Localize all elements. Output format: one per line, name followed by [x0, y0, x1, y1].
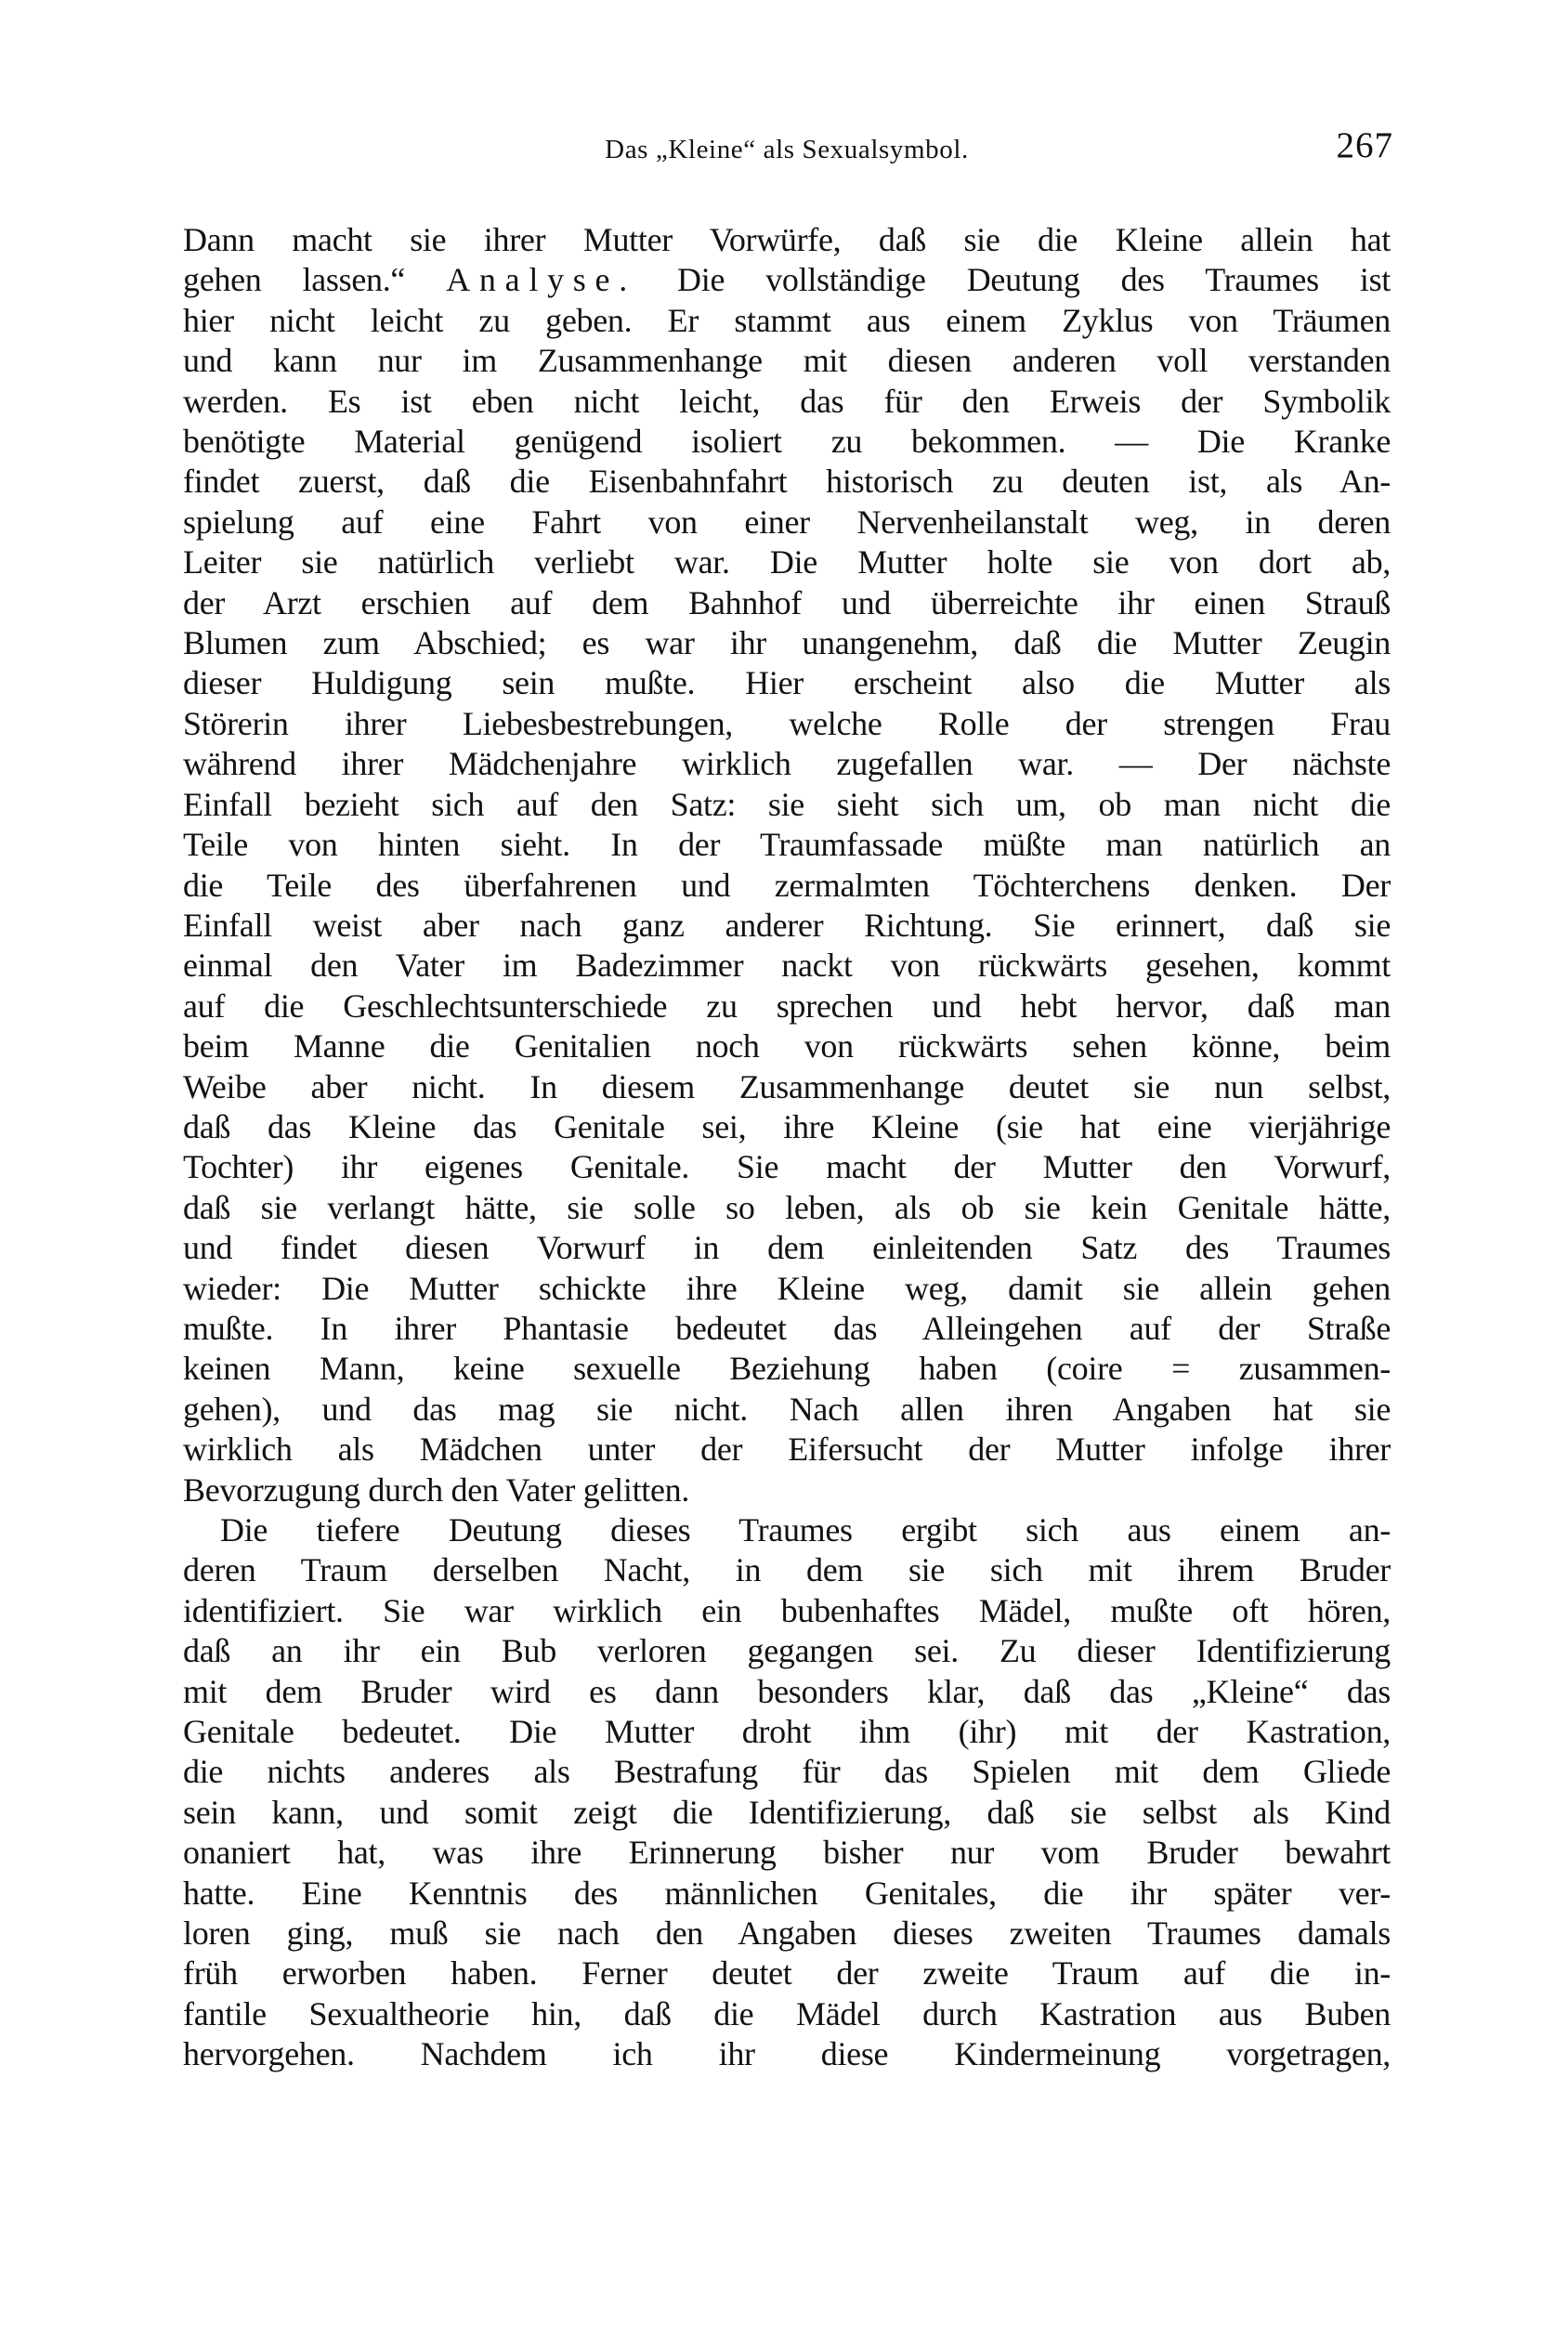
text-line: daß das Kleine das Genitale sei, ihre Kleine (sie hat eine vierjährige: [183, 1107, 1391, 1145]
text-line: einmal den Vater im Badezimmer nackt von rückwärts gesehen, kommt: [183, 947, 1391, 985]
text-line: hatte. Eine Kenntnis des männlichen Genitales, die ihr später ver-: [183, 1874, 1391, 1912]
text-line: hervorgehen. Nachdem ich ihr diese Kindermeinung vorgetragen,: [183, 2035, 1391, 2073]
line-segment: gehen lassen.“: [183, 261, 447, 299]
body-text: [183, 220, 1391, 2075]
text-line: Störerin ihrer Liebesbestrebungen, welche Rolle der strengen Frau: [183, 704, 1391, 742]
text-line: früh erworben haben. Ferner deutet der zweite Traum auf die in-: [183, 1954, 1391, 1993]
emphasized-word: Analyse.: [446, 261, 636, 299]
page-number: 267: [1336, 125, 1393, 165]
text-line: werden. Es ist eben nicht leicht, das für den Erweis der Symbolik: [183, 382, 1391, 420]
text-line: sein kann, und somit zeigt die Identifizierung, daß sie selbst als Kind: [183, 1793, 1391, 1831]
text-line: beim Manne die Genitalien noch von rückwärts sehen könne, beim: [183, 1027, 1391, 1065]
text-line: der Arzt erschien auf dem Bahnhof und überreichte ihr einen Strauß: [183, 583, 1391, 621]
text-line: spielung auf eine Fahrt von einer Nervenheilanstalt weg, in deren: [183, 503, 1391, 541]
text-line: mußte. In ihrer Phantasie bedeutet das Alleingehen auf der Straße: [183, 1309, 1391, 1347]
text-line: auf die Geschlechtsunterschiede zu sprechen und hebt hervor, daß man: [183, 987, 1391, 1025]
text-line: gehen), und das mag sie nicht. Nach allen ihren Angaben hat sie: [183, 1390, 1391, 1428]
line-segment: Die vollständige Deutung des Traumes ist: [635, 261, 1391, 299]
text-line: während ihrer Mädchenjahre wirklich zugefallen war. — Der nächste: [183, 745, 1391, 783]
text-line: die Teile des überfahrenen und zermalmten Töchterchens denken. Der: [183, 866, 1391, 904]
text-line: dieser Huldigung sein mußte. Hier erscheint also die Mutter als: [183, 664, 1391, 702]
text-line-paragraph-end: Bevorzugung durch den Vater gelitten.: [183, 1470, 690, 1509]
text-line: mit dem Bruder wird es dann besonders klar, daß das „Kleine“ das: [183, 1672, 1391, 1710]
text-line: Dann macht sie ihrer Mutter Vorwürfe, daß sie die Kleine allein hat: [183, 221, 1391, 258]
text-line: Blumen zum Abschied; es war ihr unangenehm, daß die Mutter Zeugin: [183, 624, 1391, 662]
text-line: Weibe aber nicht. In diesem Zusammenhange deutet sie nun selbst,: [183, 1067, 1391, 1105]
text-line: wirklich als Mädchen unter der Eifersucht der Mutter infolge ihrer: [183, 1431, 1391, 1469]
text-line: hier nicht leicht zu geben. Er stammt aus einem Zyklus von Träumen: [183, 301, 1391, 339]
text-line: Leiter sie natürlich verliebt war. Die Mutter holte sie von dort ab,: [183, 543, 1391, 582]
text-line: onaniert hat, was ihre Erinnerung bisher nur vom Bruder bewahrt: [183, 1834, 1391, 1872]
text-line: fantile Sexualtheorie hin, daß die Mädel durch Kastration aus Buben: [183, 1994, 1391, 2032]
text-line: Einfall weist aber nach ganz anderer Richtung. Sie erinnert, daß sie: [183, 906, 1391, 944]
text-line: benötigte Material genügend isoliert zu bekommen. — Die Kranke: [183, 423, 1391, 461]
text-line: Genitale bedeutet. Die Mutter droht ihm (ihr) mit der Kastration,: [183, 1713, 1391, 1751]
text-line: Einfall bezieht sich auf den Satz: sie sieht sich um, ob man nicht die: [183, 785, 1391, 823]
text-line: findet zuerst, daß die Eisenbahnfahrt historisch zu deuten ist, als An-: [183, 463, 1391, 501]
running-title: Das „Kleine“ als Sexualsymbol.: [605, 135, 969, 164]
text-line: Tochter) ihr eigenes Genitale. Sie macht der Mutter den Vorwurf,: [183, 1148, 1391, 1186]
text-line: und findet diesen Vorwurf in dem einleitenden Satz des Traumes: [183, 1229, 1391, 1267]
text-line: [183, 260, 1391, 300]
text-line: daß an ihr ein Bub verloren gegangen sei. Zu dieser Identifizierung: [183, 1632, 1391, 1670]
text-line: wieder: Die Mutter schickte ihre Kleine weg, damit sie allein gehen: [183, 1269, 1391, 1307]
text-line: loren ging, muß sie nach den Angaben dieses zweiten Traumes damals: [183, 1914, 1391, 1953]
text-line-paragraph-start: Die tiefere Deutung dieses Traumes ergibt sich aus einem an-: [220, 1511, 1391, 1548]
text-line: und kann nur im Zusammenhange mit diesen anderen voll verstanden: [183, 342, 1391, 380]
text-line: keinen Mann, keine sexuelle Beziehung haben (coire = zusammen-: [183, 1350, 1391, 1388]
text-line: deren Traum derselben Nacht, in dem sie sich mit ihrem Bruder: [183, 1551, 1391, 1589]
text-line: die nichts anderes als Bestrafung für das Spielen mit dem Gliede: [183, 1753, 1391, 1791]
text-line: daß sie verlangt hätte, sie solle so leben, als ob sie kein Genitale hätte,: [183, 1188, 1391, 1226]
text-line: Teile von hinten sieht. In der Traumfassade müßte man natürlich an: [183, 826, 1391, 864]
text-line: identifiziert. Sie war wirklich ein bubenhaftes Mädel, mußte oft hören,: [183, 1591, 1391, 1629]
